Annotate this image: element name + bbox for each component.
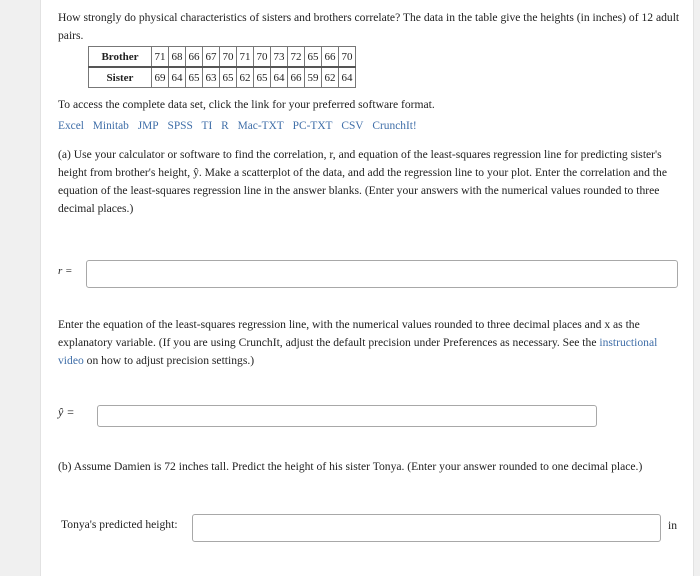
- instructional-video-link[interactable]: instructional video: [58, 336, 658, 367]
- row-label-sister: Sister: [89, 67, 152, 88]
- link-ti[interactable]: TI: [201, 120, 213, 132]
- table-row: [89, 47, 356, 68]
- link-crunchit[interactable]: CrunchIt!: [372, 120, 417, 132]
- table-cell: 62: [237, 67, 254, 88]
- question-panel: [40, 0, 694, 576]
- link-minitab[interactable]: Minitab: [92, 120, 129, 132]
- equation-instructions: [58, 316, 683, 370]
- table-cell: 59: [305, 67, 322, 88]
- correlation-input[interactable]: [86, 260, 678, 288]
- yhat-label: ŷ =: [58, 405, 75, 419]
- table-cell: 67: [203, 47, 220, 68]
- table-cell: 63: [203, 67, 220, 88]
- link-jmp[interactable]: JMP: [137, 120, 159, 132]
- table-cell: 65: [220, 67, 237, 88]
- table-cell: 69: [152, 67, 169, 88]
- link-excel[interactable]: Excel: [58, 120, 84, 132]
- table-cell: 72: [288, 47, 305, 68]
- table-cell: 71: [237, 47, 254, 68]
- equation-text-start: Enter the equation of the least-squares regression line, with the numerical values rounded to three decimal places and x as the explanatory variable. (If you are using CrunchIt, adjust the default precision under Preferences as necessary. See the: [58, 318, 640, 349]
- tonya-height-input[interactable]: [192, 514, 661, 542]
- equation-text-end: on how to adjust precision settings.): [83, 354, 255, 367]
- row-label-brother: Brother: [89, 47, 152, 68]
- link-mac-txt[interactable]: Mac-TXT: [237, 120, 284, 132]
- access-text: To access the complete data set, click the link for your preferred software format.: [58, 98, 435, 111]
- regression-equation-input[interactable]: [97, 405, 597, 427]
- table-cell: 70: [339, 47, 356, 68]
- table-cell: 68: [169, 47, 186, 68]
- table-cell: 73: [271, 47, 288, 68]
- link-pc-txt[interactable]: PC-TXT: [292, 120, 333, 132]
- tonya-label: Tonya's predicted height:: [61, 518, 178, 531]
- table-cell: 65: [186, 67, 203, 88]
- table-cell: 64: [339, 67, 356, 88]
- link-csv[interactable]: CSV: [341, 120, 364, 132]
- table-cell: 64: [169, 67, 186, 88]
- table-cell: 66: [288, 67, 305, 88]
- table-cell: 66: [186, 47, 203, 68]
- part-a-text: (a) Use your calculator or software to find the correlation, r, and equation of the least-squares regression line for predicting sister's height from brother's height, ŷ. Make a scatterplot of the data, and add the regression line to your plot. Enter the correlation and the equation of the least-squares regression line in the answer blanks. (Enter your answers with the numerical values rounded to three decimal places.): [58, 148, 667, 215]
- link-spss[interactable]: SPSS: [167, 120, 193, 132]
- table-cell: 70: [254, 47, 271, 68]
- table-cell: 70: [220, 47, 237, 68]
- table-cell: 65: [305, 47, 322, 68]
- intro-text: How strongly do physical characteristics of sisters and brothers correlate? The data in the table give the heights (in inches) of 12 adult pairs.: [58, 11, 680, 42]
- table-cell: 66: [322, 47, 339, 68]
- part-b-text: (b) Assume Damien is 72 inches tall. Predict the height of his sister Tonya. (Enter your answer rounded to one decimal place.): [58, 460, 643, 473]
- heights-table: [88, 46, 356, 88]
- unit-label: in: [668, 519, 678, 532]
- software-links: [58, 120, 423, 132]
- table-cell: 71: [152, 47, 169, 68]
- table-cell: 62: [322, 67, 339, 88]
- table-cell: 65: [254, 67, 271, 88]
- table-row: [89, 67, 356, 88]
- table-cell: 64: [271, 67, 288, 88]
- r-label: r =: [58, 265, 73, 277]
- link-r[interactable]: R: [221, 120, 229, 132]
